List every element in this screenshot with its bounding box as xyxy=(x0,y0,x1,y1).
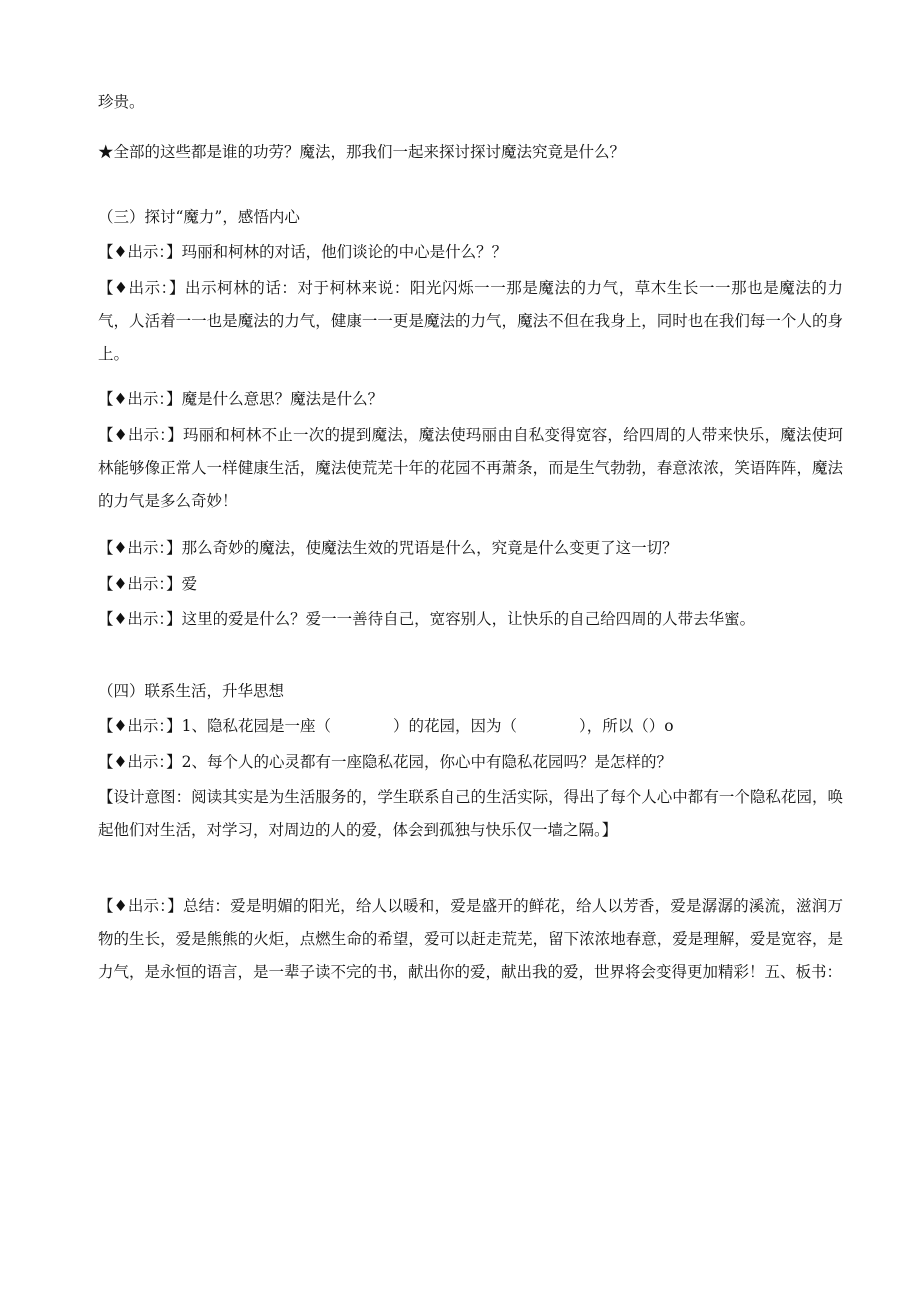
text-line: 【♦出示：】爱 xyxy=(98,575,198,593)
text-line: 【♦出示：】1、隐私花园是一座（ ）的花园，因为（ ），所以（）o xyxy=(98,717,674,735)
text-line: 【♦出示：】玛丽和柯林的对话，他们谈论的中心是什么？？ xyxy=(98,243,508,261)
text-line: 【♦出示：】这里的爱是什么？爱一一善待自己，宽容别人，让快乐的自己给四周的人带去华蜜。 xyxy=(98,610,756,628)
text-line: ★全部的这些都是谁的功劳？魔法，那我们一起来探讨探讨魔法究竟是什么？ xyxy=(98,143,626,161)
paragraph: 【♦出示：】玛丽和柯林不止一次的提到魔法，魔法使玛丽由自私变得宽容，给四周的人带来快乐，魔法使珂林能够像正常人一样健康生活，魔法使荒芜十年的花园不再萧条，而是生气勃勃，春意浓浓，笑语阵阵，魔法的力气是多么奇妙！ xyxy=(98,426,843,510)
text-line: 【♦出示：】2、每个人的心灵都有一座隐私花园，你心中有隐私花园吗？是怎样的？ xyxy=(98,753,673,771)
section-heading-3: （三）探讨“魔力”，感悟内心 xyxy=(98,208,300,226)
design-intent-paragraph: 【设计意图：阅读其实是为生活服务的，学生联系自己的生活实际，得出了每个人心中都有一个隐私花园，唤起他们对生活，对学习，对周边的人的爱，体会到孤独与快乐仅一墙之隔。】 xyxy=(98,788,843,839)
text-line: 【♦出示：】魔是什么意思？魔法是什么？ xyxy=(98,390,384,408)
paragraph: 【♦出示：】出示柯林的话：对于柯林来说：阳光闪烁一一那是魔法的力气，草木生长一一那也是魔法的力气，人活着一一也是魔法的力气，健康一一更是魔法的力气，魔法不但在我身上，同时也在我们每一个人的身上。 xyxy=(98,279,843,363)
section-heading-4: （四）联系生活，升华思想 xyxy=(98,682,285,700)
summary-paragraph: 【♦出示：】总结：爱是明媚的阳光，给人以暖和，爱是盛开的鲜花，给人以芳香，爱是潺潺的溪流，滋润万物的生长，爱是熊熊的火炬，点燃生命的希望，爱可以赶走荒芜，留下浓浓地春意，爱是理解，爱是宽容，是力气，是永恒的语言，是一辈子读不完的书，献出你的爱，献出我的爱，世界将会变得更加精彩！五、板书： xyxy=(98,897,843,981)
text-line: 【♦出示：】那么奇妙的魔法，使魔法生效的咒语是什么，究竟是什么变更了这一切？ xyxy=(98,539,678,557)
text-line: 珍贵。 xyxy=(98,93,145,111)
